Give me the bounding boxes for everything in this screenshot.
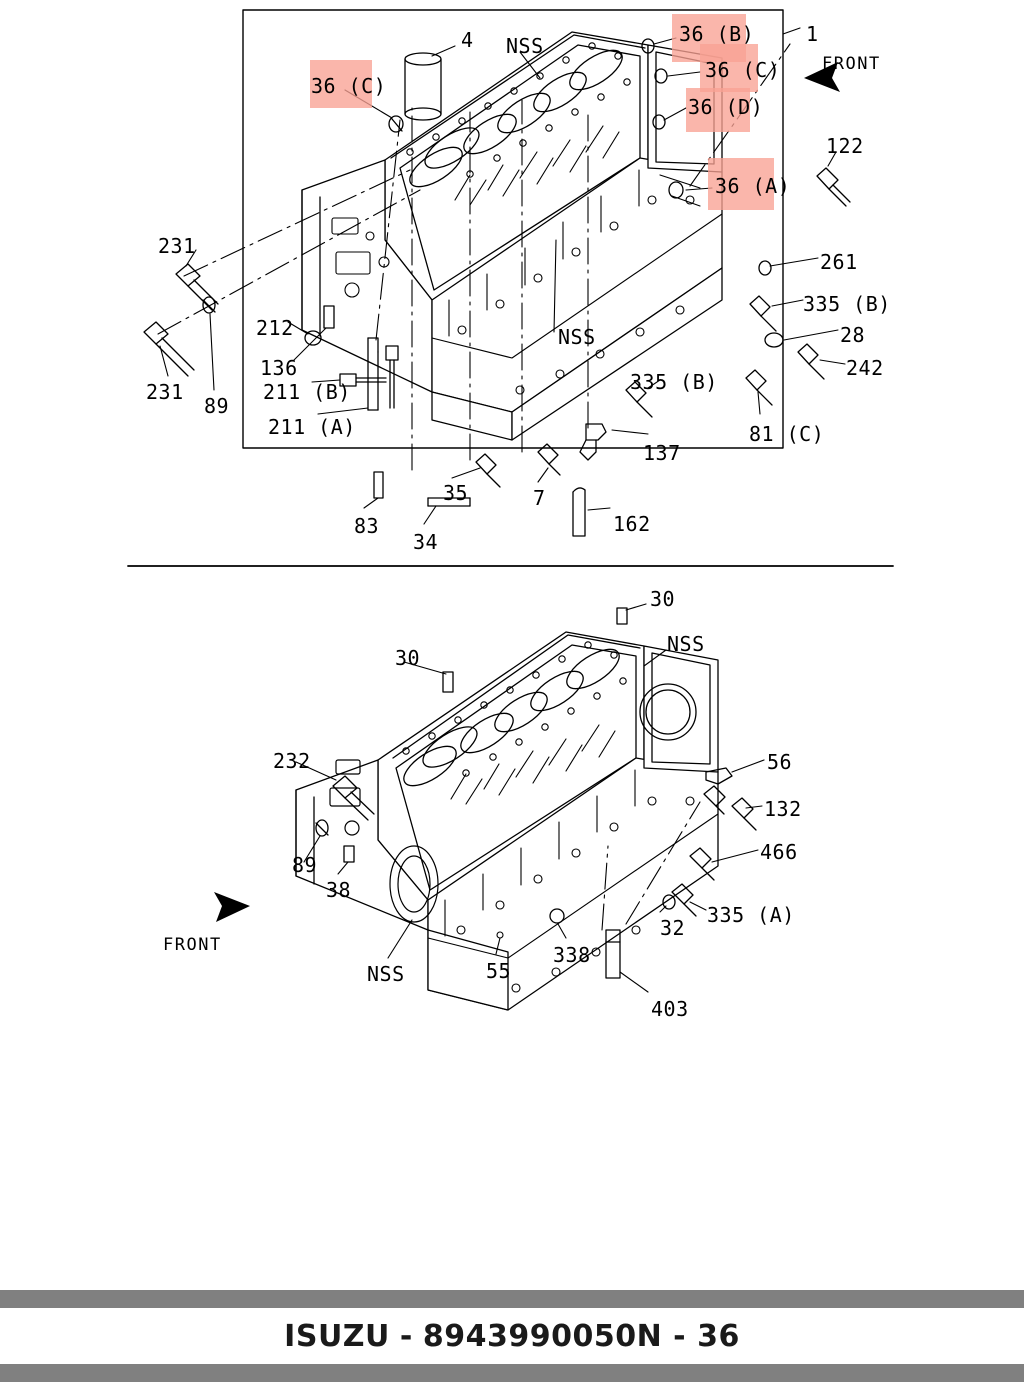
footer-white-band xyxy=(0,1308,1024,1364)
label-403: 403 xyxy=(651,997,689,1021)
label-162: 162 xyxy=(613,512,651,536)
label-30-right: 30 xyxy=(650,587,676,611)
label-nss-top-1: NSS xyxy=(506,34,544,58)
footer-brand: ISUZU xyxy=(284,1318,390,1354)
label-1: 1 xyxy=(806,22,819,46)
label-nss-top-2: NSS xyxy=(558,325,596,349)
label-231-lower: 231 xyxy=(146,380,184,404)
label-335a: 335 (A) xyxy=(707,903,795,927)
label-28: 28 xyxy=(840,323,866,347)
label-nss-bottom-1: NSS xyxy=(667,632,705,656)
label-212: 212 xyxy=(256,316,294,340)
label-231-upper: 231 xyxy=(158,234,196,258)
label-36c-right: 36 (C) xyxy=(705,58,781,82)
label-34: 34 xyxy=(413,530,439,554)
label-132: 132 xyxy=(764,797,802,821)
label-211a: 211 (A) xyxy=(268,415,356,439)
label-466: 466 xyxy=(760,840,798,864)
label-83: 83 xyxy=(354,514,380,538)
label-136: 136 xyxy=(260,356,298,380)
front-label-bottom: FRONT xyxy=(163,935,222,955)
label-242: 242 xyxy=(846,356,884,380)
label-56: 56 xyxy=(767,750,793,774)
label-89-bottom: 89 xyxy=(292,853,318,877)
label-261: 261 xyxy=(820,250,858,274)
label-38: 38 xyxy=(326,878,352,902)
label-137: 137 xyxy=(643,441,681,465)
footer-page-code: N - 36 xyxy=(636,1318,740,1354)
label-36b: 36 (B) xyxy=(679,22,755,46)
label-81c: 81 (C) xyxy=(749,422,825,446)
label-335b-center: 335 (B) xyxy=(630,370,718,394)
label-36a: 36 (A) xyxy=(715,174,791,198)
label-30-left: 30 xyxy=(395,646,421,670)
label-122: 122 xyxy=(826,134,864,158)
label-232: 232 xyxy=(273,749,311,773)
label-35: 35 xyxy=(443,481,469,505)
label-nss-bottom-2: NSS xyxy=(367,962,405,986)
footer-part-number: 8943990050 xyxy=(422,1318,637,1354)
label-4: 4 xyxy=(461,28,474,52)
front-label-top: FRONT xyxy=(822,54,881,74)
label-89-top: 89 xyxy=(204,394,230,418)
footer-dash: - xyxy=(399,1318,413,1354)
label-211b: 211 (B) xyxy=(263,380,351,404)
label-338: 338 xyxy=(553,943,591,967)
label-335b-right: 335 (B) xyxy=(803,292,891,316)
label-36d: 36 (D) xyxy=(688,95,764,119)
label-32: 32 xyxy=(660,916,686,940)
label-7: 7 xyxy=(533,486,546,510)
label-36c-left: 36 (C) xyxy=(311,74,387,98)
label-55: 55 xyxy=(486,959,512,983)
